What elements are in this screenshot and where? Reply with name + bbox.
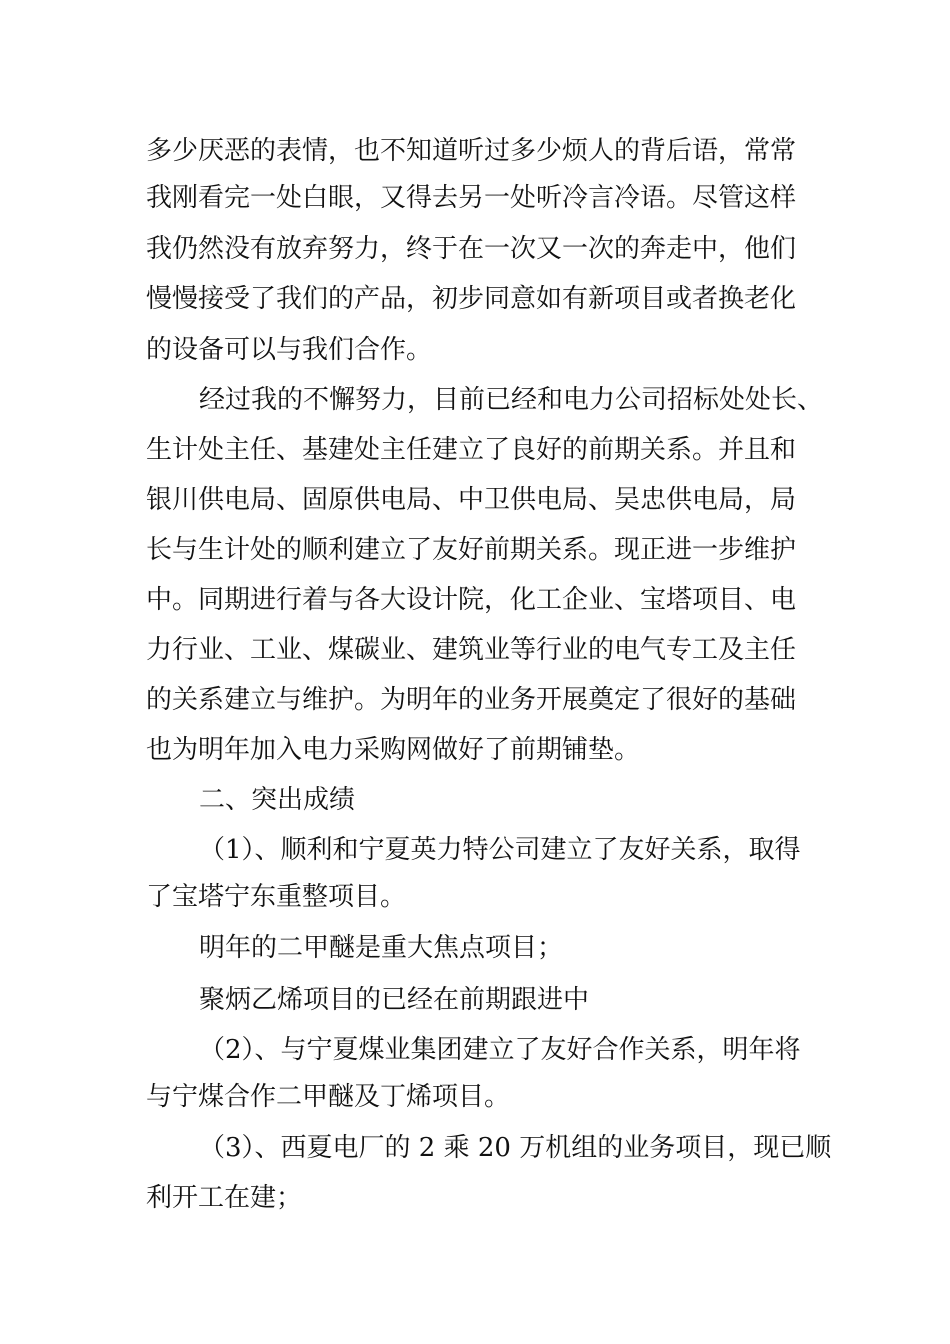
text-line-15: （1）、顺利和宁夏英力特公司建立了友好关系，取得 (199, 835, 801, 865)
text-line-10: 中。同期进行着与各大设计院，化工企业、宝塔项目、电 (146, 585, 797, 615)
text-line-16: 了宝塔宁东重整项目。 (146, 882, 407, 912)
text-line-3: 我仍然没有放弃努力，终于在一次又一次的奔走中，他们 (146, 234, 797, 264)
section-heading: 二、突出成绩 (199, 785, 356, 815)
text-line-7: 生计处主任、基建处主任建立了良好的前期关系。并且和 (146, 435, 797, 465)
text-line-22: 利开工在建； (146, 1183, 303, 1213)
text-line-1: 多少厌恶的表情，也不知道听过多少烦人的背后语，常常 (146, 136, 797, 166)
text-line-18: 聚炳乙烯项目的已经在前期跟进中 (199, 985, 590, 1015)
text-line-21: （3）、西夏电厂的 2 乘 20 万机组的业务项目，现已顺 (199, 1133, 832, 1163)
text-line-20: 与宁煤合作二甲醚及丁烯项目。 (146, 1082, 511, 1112)
text-line-13: 也为明年加入电力采购网做好了前期铺垫。 (146, 735, 641, 765)
text-line-6: 经过我的不懈努力，目前已经和电力公司招标处处长、 (199, 385, 824, 415)
text-line-5: 的设备可以与我们合作。 (146, 335, 433, 365)
text-line-12: 的关系建立与维护。为明年的业务开展奠定了很好的基础 (146, 685, 797, 715)
text-line-4: 慢慢接受了我们的产品，初步同意如有新项目或者换老化 (146, 284, 797, 314)
text-line-9: 长与生计处的顺利建立了友好前期关系。现正进一步维护 (146, 535, 797, 565)
text-line-8: 银川供电局、固原供电局、中卫供电局、吴忠供电局，局 (146, 485, 797, 515)
text-line-19: （2）、与宁夏煤业集团建立了友好合作关系，明年将 (199, 1035, 801, 1065)
text-line-17: 明年的二甲醚是重大焦点项目； (199, 933, 564, 963)
text-line-11: 力行业、工业、煤碳业、建筑业等行业的电气专工及主任 (146, 635, 797, 665)
text-line-2: 我刚看完一处白眼，又得去另一处听冷言冷语。尽管这样 (146, 183, 797, 213)
